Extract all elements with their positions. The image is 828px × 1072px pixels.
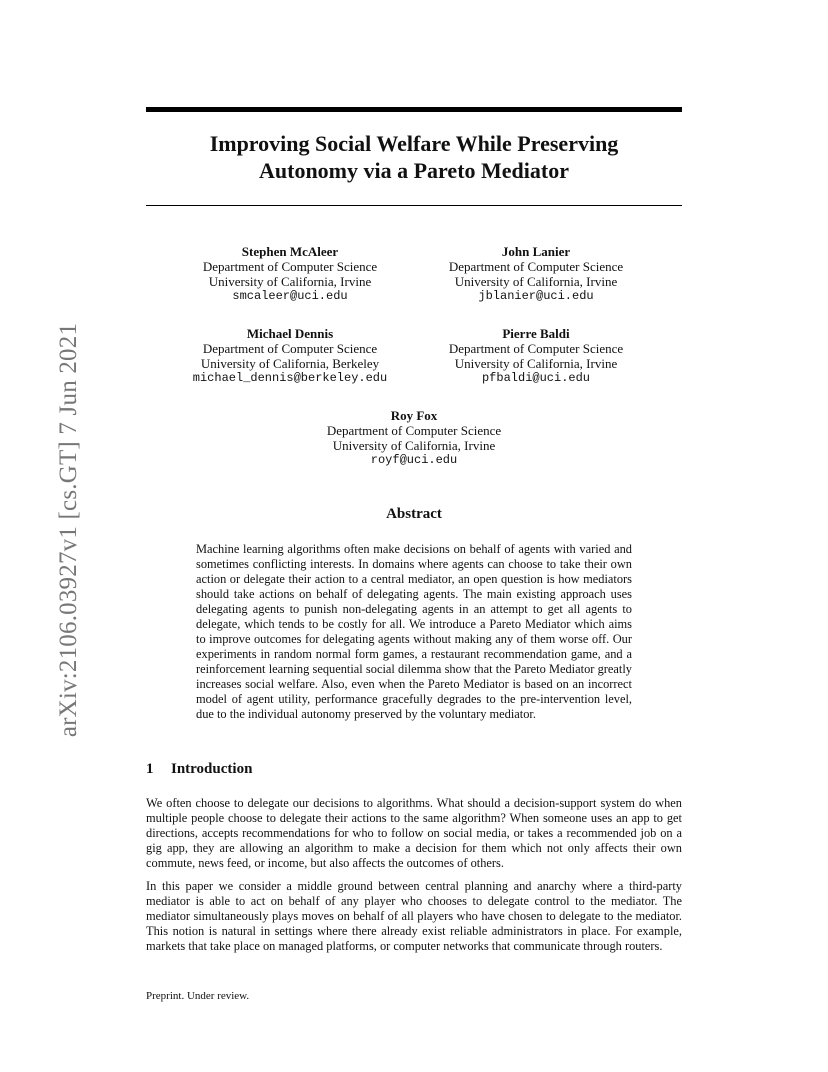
paper-title [146,130,682,184]
author-department: Department of Computer Science [448,259,624,274]
author-university: University of California, Irvine [208,274,372,289]
title-top-rule [146,107,682,112]
author-email[interactable]: smcaleer@uci.edu [232,289,348,303]
abstract-text: Machine learning algorithms often make decisions on behalf of agents with varied and sometimes conflicting interests. In domains where agents can choose to take their own action or delegate their action to a central mediator, an open question is how mediators should take actions on behalf of delegating agents. The main existing approach uses delegating agents to punish non-delegating agents in an attempt to get all agents to delegate, which tends to be costly for all. We introduce a Pareto Mediator which aims to improve outcomes for delegating agents without making any of them worse off. Our experiments in random normal form games, a restaurant recommendation game, and a reinforcement learning sequential social dilemma show that the Pareto Mediator greatly increases social welfare. Also, even when the Pareto Mediator is based on an incorrect model of agent utility, performance gracefully degrades to the pre-intervention level, due to the individual autonomy preserved by the voluntary mediator. [196,542,632,721]
author-email[interactable]: royf@uci.edu [370,453,458,467]
author-email[interactable]: michael_dennis@berkeley.edu [192,371,388,385]
author-university: University of California, Irvine [332,438,496,453]
author-university: University of California, Berkeley [200,356,380,371]
arxiv-identifier: arXiv:2106.03927v1 [cs.GT] 7 Jun 2021 [55,322,82,738]
title-line-1: Improving Social Welfare While Preserving [209,131,619,156]
preprint-footer: Preprint. Under review. [146,990,250,1002]
section-heading [146,761,252,778]
author-name: Roy Fox [390,408,438,423]
author-department: Department of Computer Science [448,341,624,356]
author-name: Stephen McAleer [241,244,339,259]
abstract-heading: Abstract [386,506,442,522]
author-university: University of California, Irvine [454,356,618,371]
author-block [160,326,420,386]
author-email[interactable]: pfbaldi@uci.edu [481,371,591,385]
author-block [406,326,666,386]
author-department: Department of Computer Science [202,341,378,356]
intro-paragraph-2: In this paper we consider a middle ground between central planning and anarchy where a third-party mediator is able to act on behalf of any player who chooses to delegate control to the mediator. The mediator simultaneously plays moves on behalf of all players who have chosen to delegate to the mediator. This notion is natural in settings where there already exist reliable administrators in place. For example, markets that take place on managed platforms, or computer networks that communicate through routers. [146,879,682,953]
arxiv-sidebar [24,300,82,760]
title-line-2: Autonomy via a Pareto Mediator [259,158,569,183]
author-university: University of California, Irvine [454,274,618,289]
author-name: Michael Dennis [246,326,334,341]
author-department: Department of Computer Science [326,423,502,438]
title-bottom-rule [146,205,682,206]
author-name: John Lanier [501,244,571,259]
intro-paragraph-1: We often choose to delegate our decisions to algorithms. What should a decision-support system do when multiple people choose to delegate their actions to the same algorithm? When someone uses an app to get directions, accepts recommendations for who to follow on social media, or takes a recommended job on a gig app, they are allowing an algorithm to make a decision for them which not only affects their own commute, news feed, or income, but also affects the outcomes of others. [146,796,682,870]
author-name: Pierre Baldi [502,326,570,341]
author-block [160,244,420,304]
author-department: Department of Computer Science [202,259,378,274]
author-email[interactable]: jblanier@uci.edu [478,289,594,303]
section-title: Introduction [171,761,253,777]
section-number: 1 [146,761,154,777]
author-block [284,408,544,468]
author-block [406,244,666,304]
